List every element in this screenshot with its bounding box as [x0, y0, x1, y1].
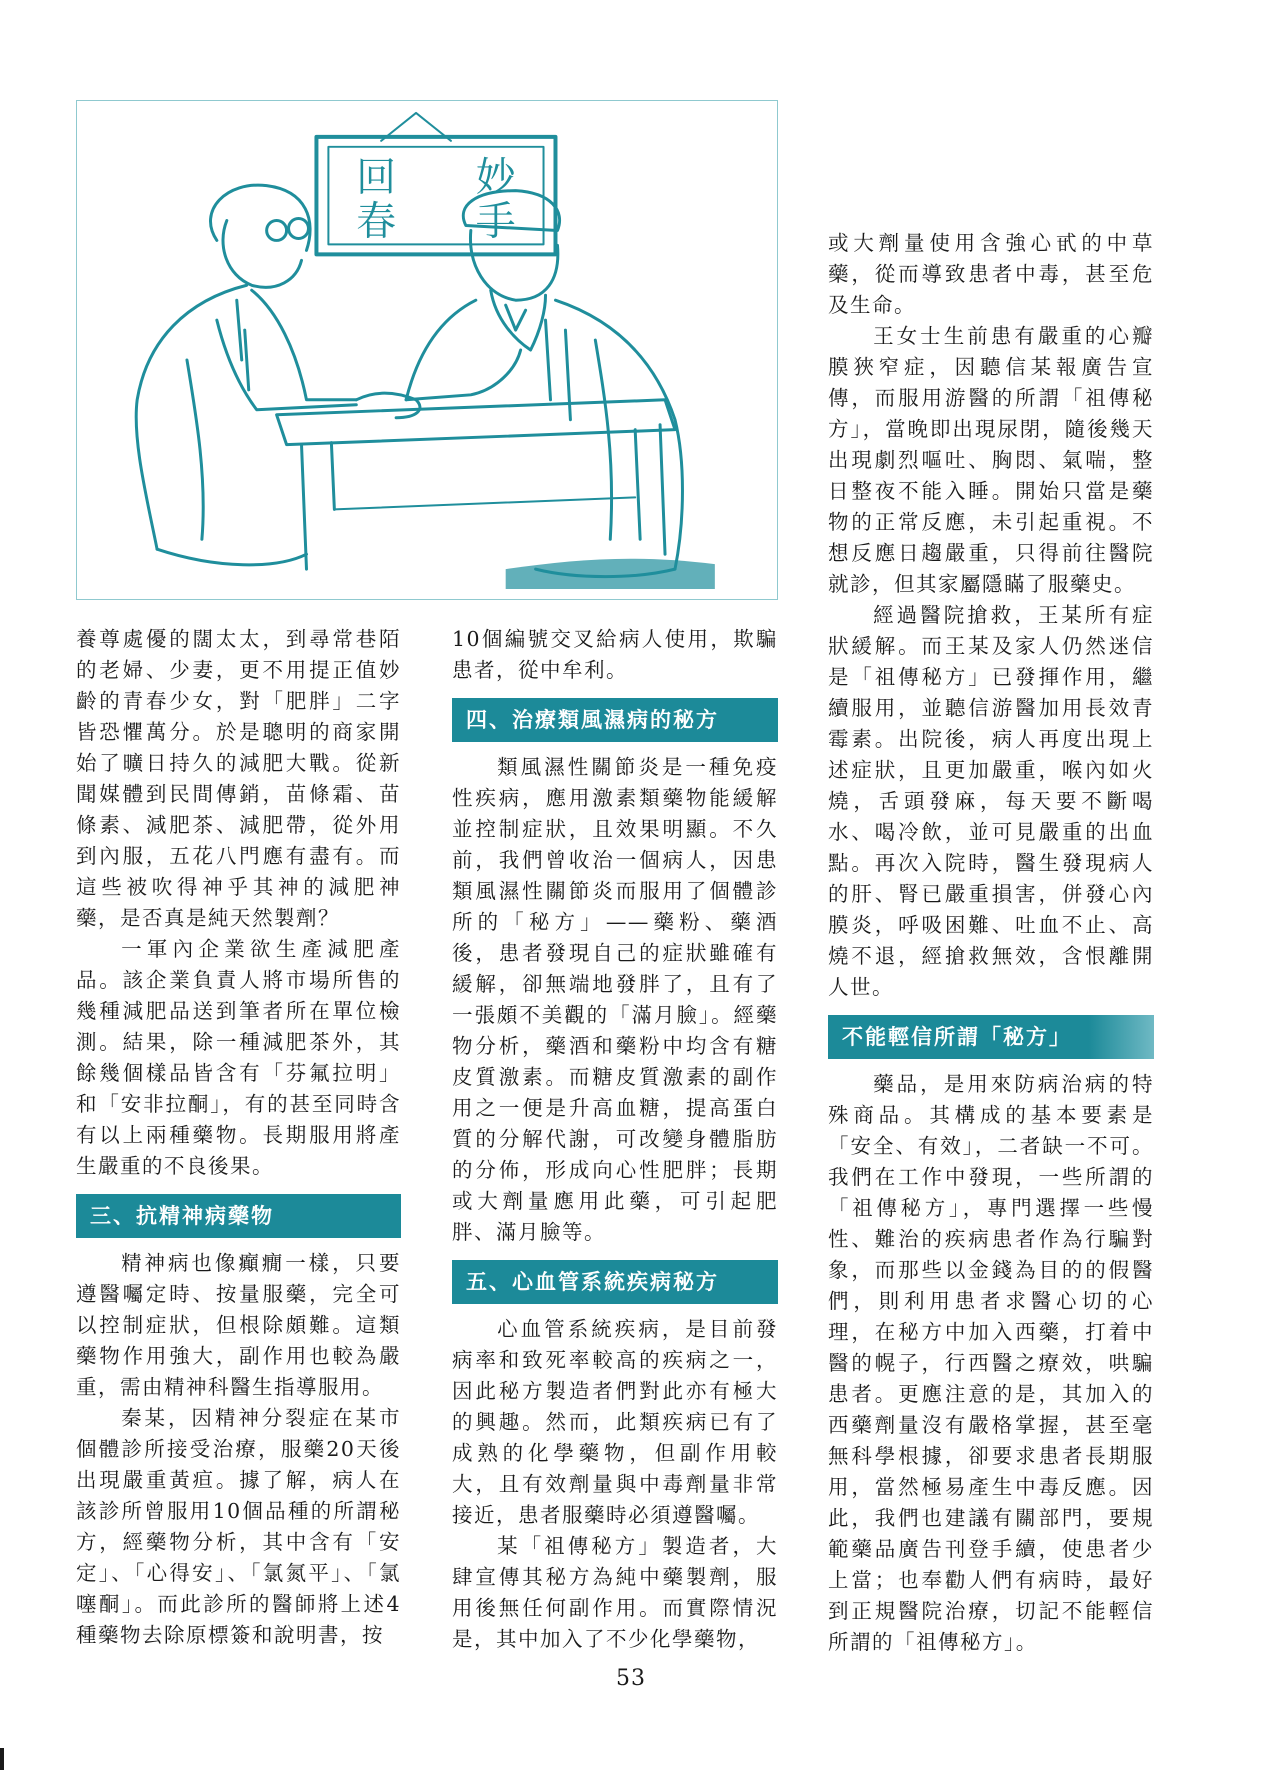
paragraph: 精神病也像癲癇一樣，只要遵醫囑定時、按量服藥，完全可以控制症狀，但根除頗難。這類藥物作用強大，副作用也較為嚴重，需由精神科醫生指導服用。: [76, 1251, 401, 1399]
middle-column: [452, 624, 778, 1655]
plaque-char-1: 回: [356, 154, 397, 201]
section-heading-6: 不能輕信所謂「秘方」: [828, 1015, 1154, 1059]
paragraph: 藥品，是用來防病治病的特殊商品。其構成的基本要素是「安全、有效」，二者缺一不可。我們在工作中發現，一些所謂的「祖傳秘方」，專門選擇一些慢性、難治的疾病患者作為行騙對象，而那些以金錢為目的的假醫們，則利用患者求醫心切的心理，在秘方中加入西藥，打着中醫的幌子，行西醫之療效，哄騙患者。更應注意的是，其加入的西藥劑量沒有嚴格掌握，甚至毫無科學根據，卻要求患者長期服用，當然極易產生中毒反應。因此，我們也建議有關部門，要規範藥品廣告刊登手續，使患者少上當；也奉勸人們有病時，最好到正規醫院治療，切記不能輕信所謂的「祖傳秘方」。: [828, 1072, 1154, 1654]
paragraph: 養尊處優的闊太太，到尋常巷陌的老婦、少妻，更不用提正值妙齡的青春少女，對「肥胖」二字皆恐懼萬分。於是聰明的商家開始了曠日持久的減肥大戰。從新聞媒體到民間傳銷，苗條霜、苗條素、減肥茶、減肥帶，從外用到內服，五花八門應有盡有。而這些被吹得神乎其神的減肥神藥，是否真是純天然製劑？: [76, 627, 401, 930]
paragraph: 心血管系統疾病，是目前發病率和致死率較高的疾病之一，因此秘方製造者們對此亦有極大的興趣。然而，此類疾病已有了成熟的化學藥物，但副作用較大，且有效劑量與中毒劑量非常接近，患者服藥時必須遵醫囑。: [452, 1317, 778, 1527]
plaque-char-2: 春: [356, 198, 397, 245]
paragraph: 經過醫院搶救，王某所有症狀緩解。而王某及家人仍然迷信是「祖傳秘方」已發揮作用，繼續服用，並聽信游醫加用長效青霉素。出院後，病人再度出現上述症狀，且更加嚴重，喉內如火燒，舌頭發麻，每天要不斷喝水、喝冷飲，並可見嚴重的出血點。再次入院時，醫生發現病人的肝、腎已嚴重損害，併發心內膜炎，呼吸困難、吐血不止、高燒不退，經搶救無效，含恨離開人世。: [828, 603, 1154, 999]
section-heading-4: 四、治療類風濕病的秘方: [452, 698, 778, 742]
paragraph: 秦某，因精神分裂症在某市個體診所接受治療，服藥20天後出現嚴重黃疸。據了解，病人在該診所曾服用10個品種的所謂秘方，經藥物分析，其中含有「安定」、「心得安」、「氯氮平」、「氯噻酮」。而此診所的醫師將上述4種藥物去除原標簽和說明書，按: [76, 1406, 401, 1647]
paragraph: 某「祖傳秘方」製造者，大肆宣傳其秘方為純中藥製劑，服用後無任何副作用。而實際情況是，其中加入了不少化學藥物，: [452, 1534, 778, 1651]
paragraph: 類風濕性關節炎是一種免疫性疾病，應用激素類藥物能緩解並控制症狀，且效果明顯。不久前，我們曾收治一個病人，因患類風濕性關節炎而服用了個體診所的「秘方」——藥粉、藥酒後，患者發現自己的症狀雖確有緩解，卻無端地發胖了，且有了一張頗不美觀的「滿月臉」。經藥物分析，藥酒和藥粉中均含有糖皮質激素。而糖皮質激素的副作用之一便是升高血糖，提高蛋白質的分解代謝，可改變身體脂肪的分佈，形成向心性肥胖；長期或大劑量應用此藥，可引起肥胖、滿月臉等。: [452, 755, 778, 1244]
plaque-char-4: 手: [475, 198, 516, 245]
ink-smudge: [506, 559, 715, 589]
section-heading-3: 三、抗精神病藥物: [76, 1194, 401, 1238]
illustration-drawing: [77, 101, 777, 599]
plaque-char-3: 妙: [475, 154, 516, 201]
page-number: 53: [616, 1666, 646, 1691]
paragraph: 一軍內企業欲生產減肥產品。該企業負責人將市場所售的幾種減肥品送到筆者所在單位檢測。結果，除一種減肥茶外，其餘幾個樣品皆含有「芬氟拉明」和「安非拉酮」，有的甚至同時含有以上兩種藥物。長期服用將產生嚴重的不良後果。: [76, 937, 401, 1178]
illustration-doctor-patient: [76, 100, 778, 600]
right-column: [828, 228, 1154, 1658]
left-column: [76, 624, 401, 1651]
section-heading-5: 五、心血管系統疾病秘方: [452, 1260, 778, 1304]
paragraph: 或大劑量使用含強心甙的中草藥，從而導致患者中毒，甚至危及生命。: [828, 231, 1154, 317]
scan-edge-mark: [0, 1748, 4, 1770]
paragraph: 王女士生前患有嚴重的心瓣膜狹窄症，因聽信某報廣告宣傳，而服用游醫的所謂「祖傳秘方」，當晚即出現尿閉，隨後幾天出現劇烈嘔吐、胸悶、氣喘，整日整夜不能入睡。開始只當是藥物的正常反應，未引起重視。不想反應日趨嚴重，只得前往醫院就診，但其家屬隱瞞了服藥史。: [828, 324, 1154, 596]
paragraph: 10個編號交叉給病人使用，欺騙患者，從中牟利。: [452, 627, 778, 682]
